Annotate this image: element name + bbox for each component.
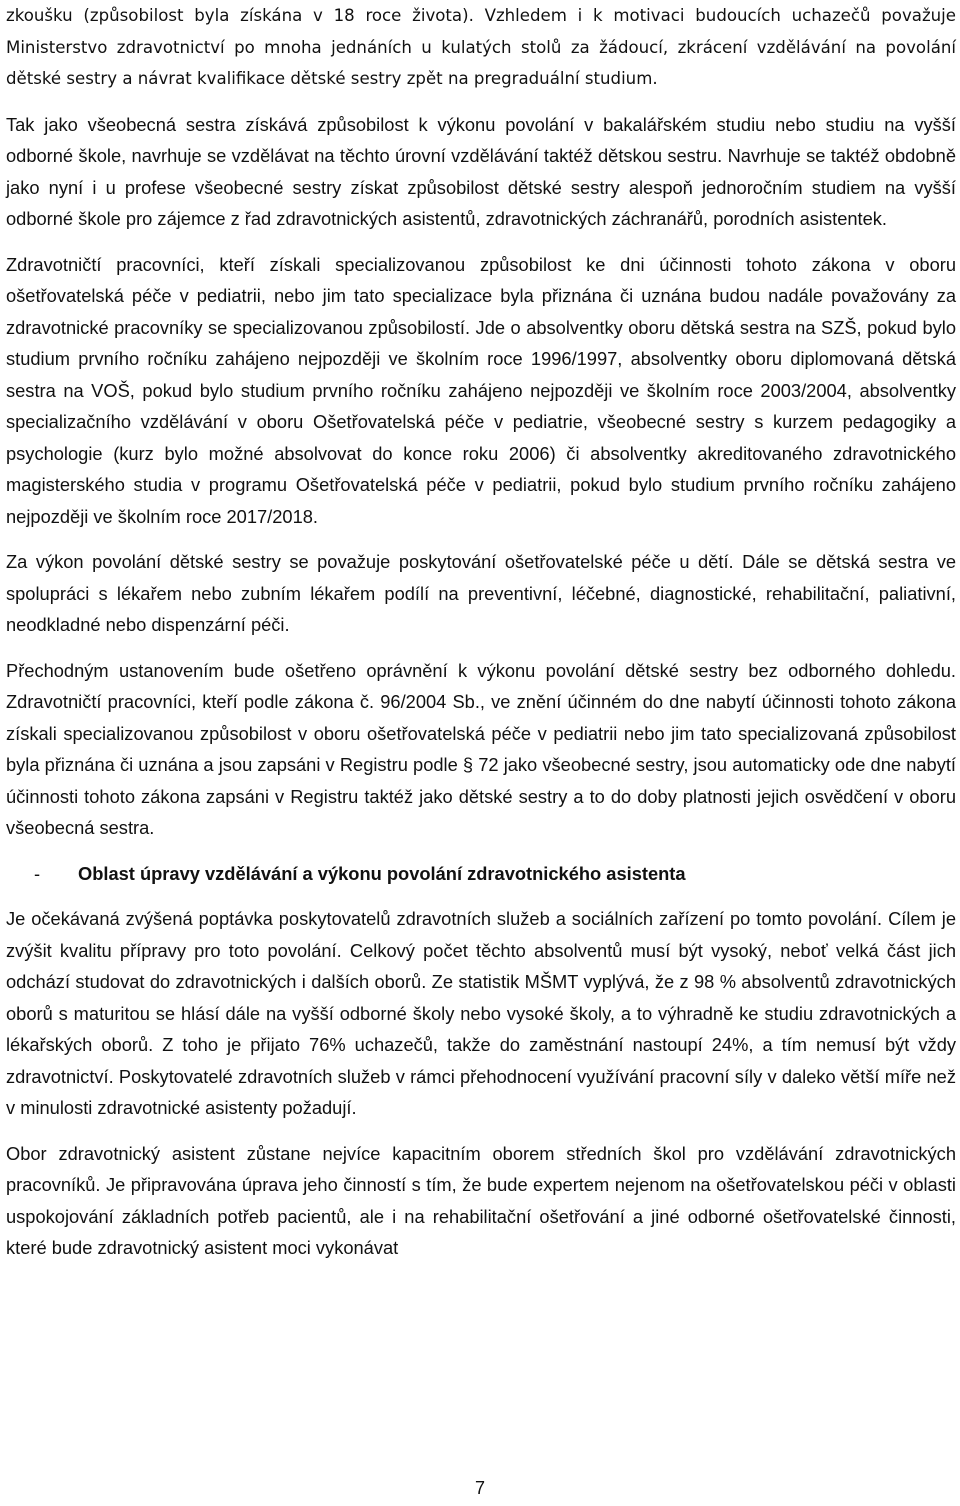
page-number: 7: [474, 1478, 485, 1498]
paragraph-education-levels: Tak jako všeobecná sestra získává způsobilost k výkonu povolání v bakalářském studiu nebo studiu na vyšší odborné škole, navrhuje se vzdělávat na těchto úrovní vzdělávání taktéž dětskou sestru. Navrhuje se taktéž obdobně jako nyní i u profese všeobecné sestry získat způsobilost dětské sestry alespoň jednoročním studiem na vyšší odborné škole pro zájemce z řad zdravotnických asistentů, zdravotnických záchranářů, porodních asistentek.: [6, 113, 956, 229]
intro-paragraph: zkoušku (způsobilost byla získána v 18 roce života). Vzhledem i k motivaci budoucích uchazečů považuje Ministerstvo zdravotnictví po mnoha jednáních u kulatých stolů za žádoucí, zkrácení vzdělávání na povolání dětské sestry a návrat kvalifikace dětské sestry zpět na pregraduální studium.: [6, 6, 956, 88]
paragraph-pediatric-nurse-definition: Za výkon povolání dětské sestry se považuje poskytování ošetřovatelské péče u dětí. Dále se dětská sestra ve spolupráci s lékařem nebo zubním lékařem podílí na preventivní, léčebné, diagnostické, rehabilitační, paliativní, neodkladné nebo dispenzární péči.: [6, 551, 956, 635]
paragraph-specialized-competence: Zdravotničtí pracovníci, kteří získali specializovanou způsobilost ke dni účinnosti tohoto zákona v oboru ošetřovatelská péče v pediatrii, nebo jim tato specializace byla přiznána či uznána budou nadále považovány za zdravotnické pracovníky se specializovanou způsobilostí. Jde o absolventky oboru dětská sestra na SZŠ, pokud bylo studium prvního ročníku zahájeno nejpozději ve školním roce 1996/1997, absolventky oboru diplomovaná dětská sestra na VOŠ, pokud bylo studium prvního ročníku zahájeno nejpozději ve školním roce 2003/2004, absolventky specializačního vzdělávání v oboru Ošetřovatelská péče v pediatrie, všeobecné sestry s kurzem pedagogiky a psychologie (kurz bylo možné absolvovat do konce roku 2006) či absolventky akreditovaného zdravotnického magisterského studia v programu Ošetřovatelská péče v pediatrii, pokud bylo studium prvního ročníku zahájeno nejpozději ve školním roce 2017/2018.: [6, 253, 956, 527]
paragraph-transitional-provision: Přechodným ustanovením bude ošetřeno oprávnění k výkonu povolání dětské sestry bez odborného dohledu. Zdravotničtí pracovníci, kteří podle zákona č. 96/2004 Sb., ve znění účinném do dne nabytí účinnosti tohoto zákona získali specializovanou způsobilost v oboru ošetřovatelská péče v pediatrii nebo jim tato specializovaná způsobilost byla přiznána či uznána a jsou zapsáni v Registru podle § 72 jako všeobecné sestry, jsou automaticky ode dne nabytí účinnosti tohoto zákona zapsáni v Registru taktéž jako dětské sestry a to do doby platnosti jejich osvědčení v oboru všeobecná sestra.: [6, 659, 956, 838]
paragraph-demand: Je očekávaná zvýšená poptávka poskytovatelů zdravotních služeb a sociálních zařízení po tomto povolání. Cílem je zvýšit kvalitu přípravy pro toto povolání. Celkový počet těchto absolventů musí být vysoký, neboť velká část jich odchází studovat do zdravotnických i dalších oborů. Ze statistik MŠMT vyplývá, že z 98 % absolventů zdravotnických oborů s maturitou se hlásí dále na vyšší odborné školy nebo vysoké školy, a to výhradně ke studiu zdravotnických a lékařských oborů. Z toho je přijato 76% uchazečů, takže do zaměstnání nastoupí 24%, a tím nemusí být vždy zdravotnictví. Poskytovatelé zdravotních služeb v rámci přehodnocení využívání pracovní síly v daleko větší míře než v minulosti zdravotnické asistenty požadují.: [6, 908, 956, 1118]
bullet-dash: -: [34, 862, 41, 884]
document-page: [6, 0, 956, 1264]
section-heading: [6, 858, 956, 890]
paragraph-health-assistant: Obor zdravotnický asistent zůstane nejvíce kapacitním oborem středních škol pro vzdělávání zdravotnických pracovníků. Je připravována úprava jeho činností s tím, že bude expertem nejenom na ošetřovatelskou péči v oblasti uspokojování základních potřeb pacientů, ale i na rehabilitační ošetřování a jiné odborné ošetřovatelské činnosti, které bude zdravotnický asistent moci vykonávat: [6, 1142, 956, 1258]
section-heading-text: Oblast úpravy vzdělávání a výkonu povolání zdravotnického asistenta: [78, 862, 686, 884]
